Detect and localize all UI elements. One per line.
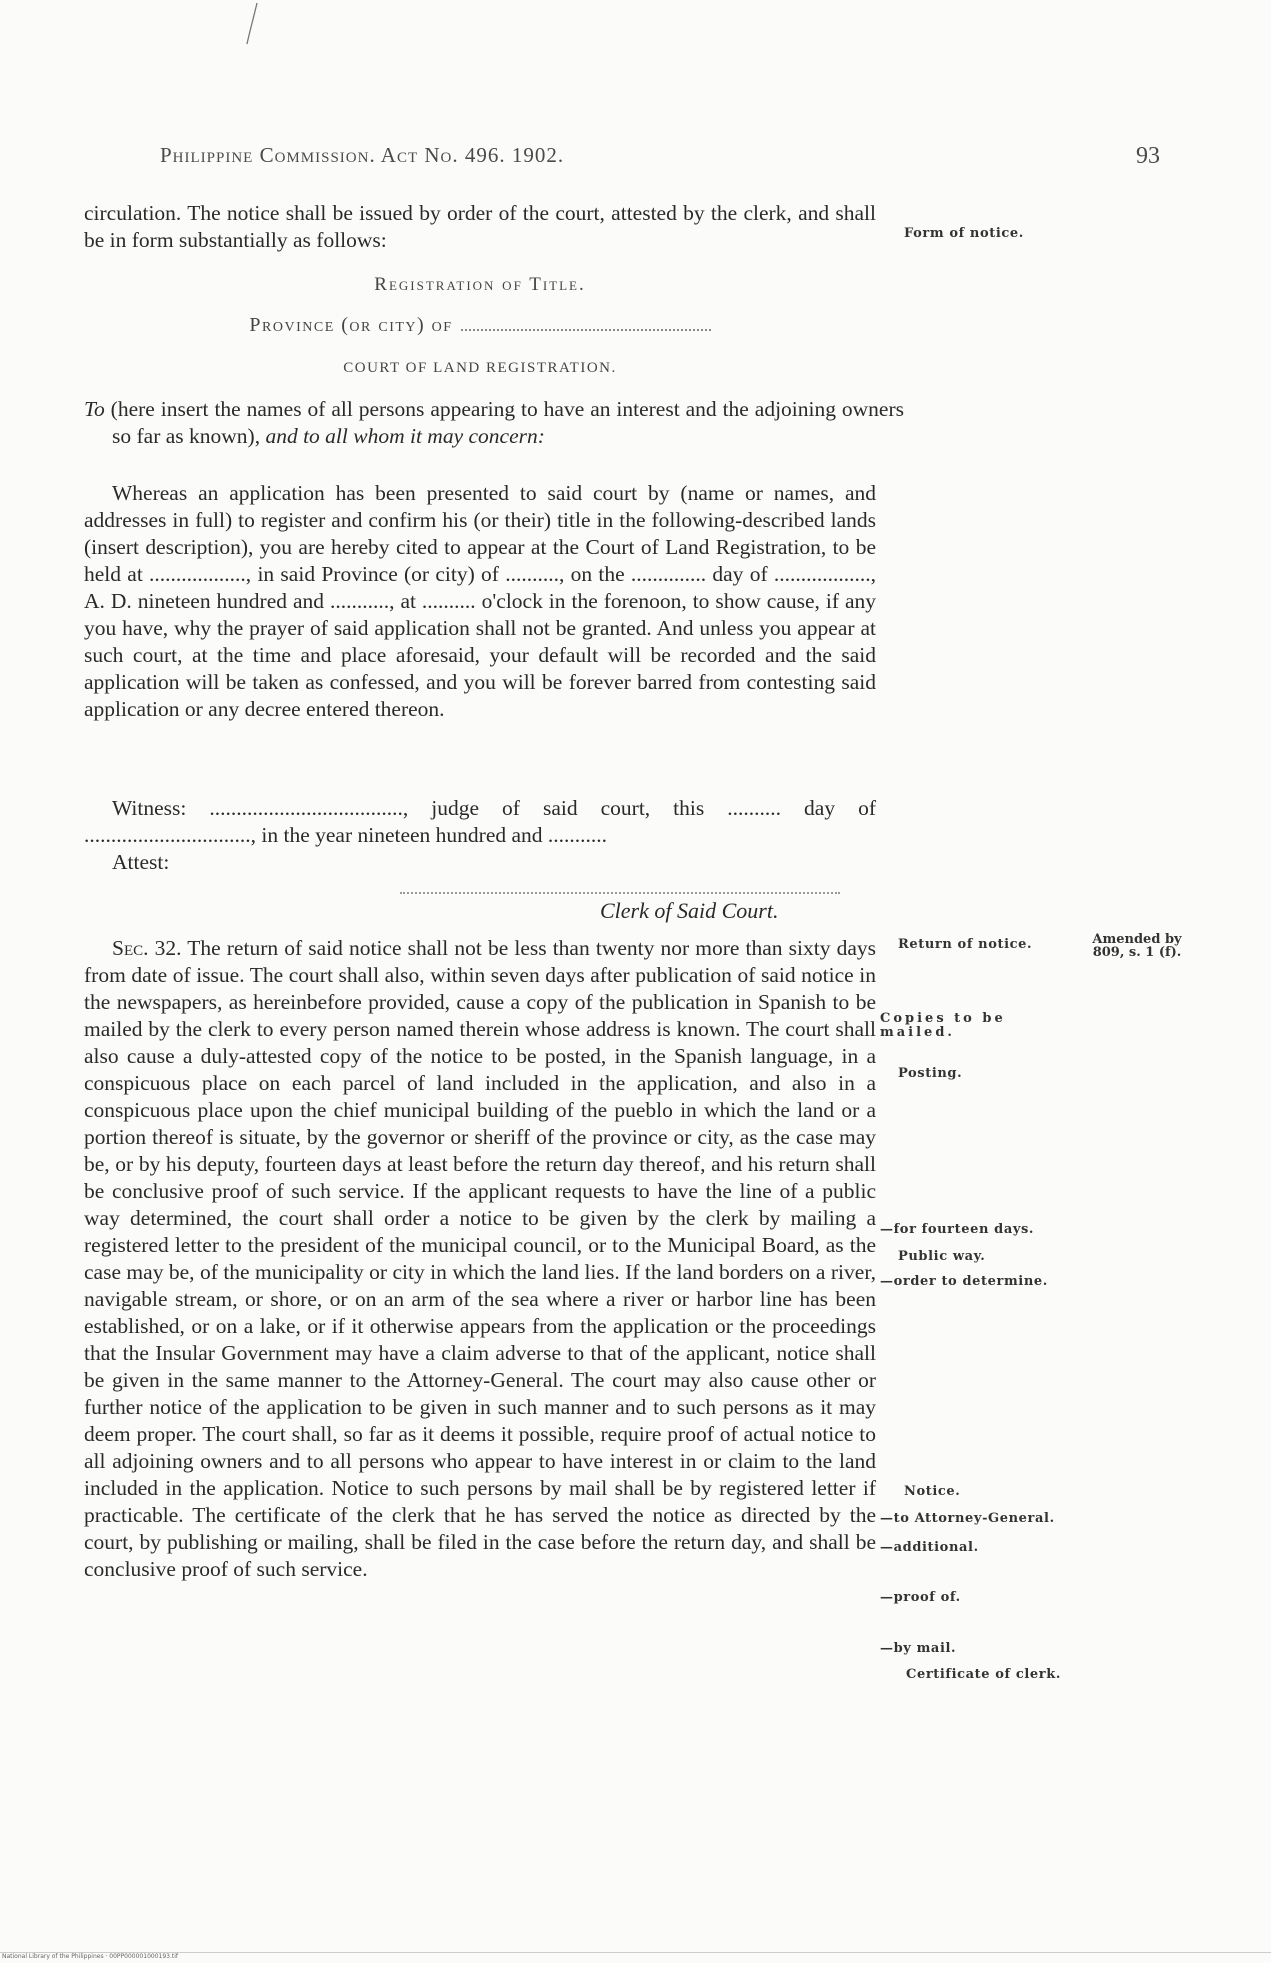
- form-witness: Witness: ...................................., judge of said court, this .......... day of ..............................., in the year nineteen hundred and ...........: [84, 796, 876, 847]
- margin-note-certificate: Certificate of clerk.: [906, 1667, 1061, 1682]
- margin-note-copies: Copies to be mailed.: [880, 1011, 1006, 1040]
- form-whereas: Whereas an application has been presented to said court by (name or names, and addresses in full) to register and confirm his (or their) title in the following-described lands (insert description), you are hereby cited to appear at the Court of Land Registration, to be held at .................., in said Province (or city) of .........., on the .............. day of .................., A. D. nineteen hundred and ..........., at .......... o'clock in the forenoon, to show cause, if any you have, why the prayer of said application shall not be granted. And unless you appear at such court, at the time and place aforesaid, your default will be recorded and the said application will be taken as confessed, and you will be forever barred from contesting said application or any decree entered thereon.: [84, 481, 876, 721]
- form-court: COURT OF LAND REGISTRATION.: [343, 360, 617, 376]
- margin-note-additional: —additional.: [880, 1540, 979, 1555]
- running-header: [160, 143, 1160, 173]
- pencil-mark: [244, 2, 260, 46]
- margin-note-form-of-notice: Form of notice.: [904, 226, 1024, 241]
- to-text: (here insert the names of all persons appearing to have an interest and the adjoining owners so far as known),: [110, 397, 905, 448]
- margin-note-notice: Notice.: [904, 1484, 961, 1499]
- margin-note-attorney: —to Attorney-General.: [880, 1511, 1055, 1526]
- clerk-signature: Clerk of Said Court.: [600, 898, 779, 923]
- province-label: Province (or city) of: [249, 314, 453, 336]
- margin-note-return: Return of notice.: [898, 937, 1033, 952]
- scan-footer: National Library of the Philippines · 00PP000001000193.tif: [0, 1952, 1271, 1963]
- province-blank: [461, 313, 711, 331]
- running-title: Philippine Commission. Act No. 496. 1902.: [160, 143, 565, 167]
- intro-paragraph: circulation. The notice shall be issued by order of the court, attested by the clerk, and shall be in form substantially as follows:: [84, 201, 876, 252]
- margin-note-by-mail: —by mail.: [880, 1641, 957, 1656]
- margin-note-public-way: Public way.: [898, 1249, 986, 1264]
- form-attest: Attest:: [112, 850, 170, 874]
- margin-note-posting: Posting.: [898, 1066, 963, 1081]
- to-italic: and to all whom it may concern:: [265, 424, 545, 448]
- margin-note-proof: —proof of.: [880, 1590, 961, 1605]
- form-title: Registration of Title.: [374, 274, 586, 295]
- section-number: Sec. 32.: [112, 936, 182, 960]
- margin-note-amended: Amended by 809, s. 1 (f).: [1092, 932, 1182, 960]
- page-number: 93: [1136, 143, 1160, 169]
- signature-line: [400, 890, 840, 894]
- to-prefix: To: [84, 397, 105, 421]
- form-addressee: [84, 396, 904, 450]
- form-province-line: [160, 313, 800, 337]
- margin-note-fourteen: —for fourteen days.: [880, 1222, 1035, 1237]
- section-text: The return of said notice shall not be less than twenty nor more than sixty days from date of issue. The court shall also, within seven days after publication of said notice in the newspapers, as hereinbefore provided, cause a copy of the publication in Spanish to be mailed by the clerk to every person named therein whose address is known. The court shall also cause a duly-attested copy of the notice to be posted, in the Spanish language, in a conspicuous place on each parcel of land included in the application, and also in a conspicuous place upon the chief municipal building of the pueblo in which the land or a portion thereof is situate, by the governor or sheriff of the province or city, as the case may be, or by his deputy, fourteen days at least before the return day thereof, and his return shall be conclusive proof of such service. If the applicant requests to have the line of a public way determined, the court shall order a notice to be given by the clerk by mailing a registered letter to the president of the municipal council, or to the Municipal Board, as the case may be, of the municipality or city in which the land lies. If the land borders on a river, navigable stream, or shore, or on an arm of the sea where a river or harbor line has been established, or on a lake, or if it otherwise appears from the application or the proceedings that the Insular Government may have a claim adverse to that of the applicant, notice shall be given in the same manner to the Attorney-General. The court may also cause other or further notice of the application to be given in such manner and to such persons as it may deem proper. The court shall, so far as it deems it possible, require proof of actual notice to all adjoining owners and to all persons who appear to have interest in or claim to the land included in the application. Notice to such persons by mail shall be by registered letter if practicable. The certificate of the clerk that he has served the notice as directed by the court, by publishing or mailing, shall be filed in the case before the return day, and shall be conclusive proof of such service.: [84, 936, 876, 1581]
- section-32: [84, 935, 876, 1583]
- margin-note-order: —order to determine.: [880, 1274, 1048, 1289]
